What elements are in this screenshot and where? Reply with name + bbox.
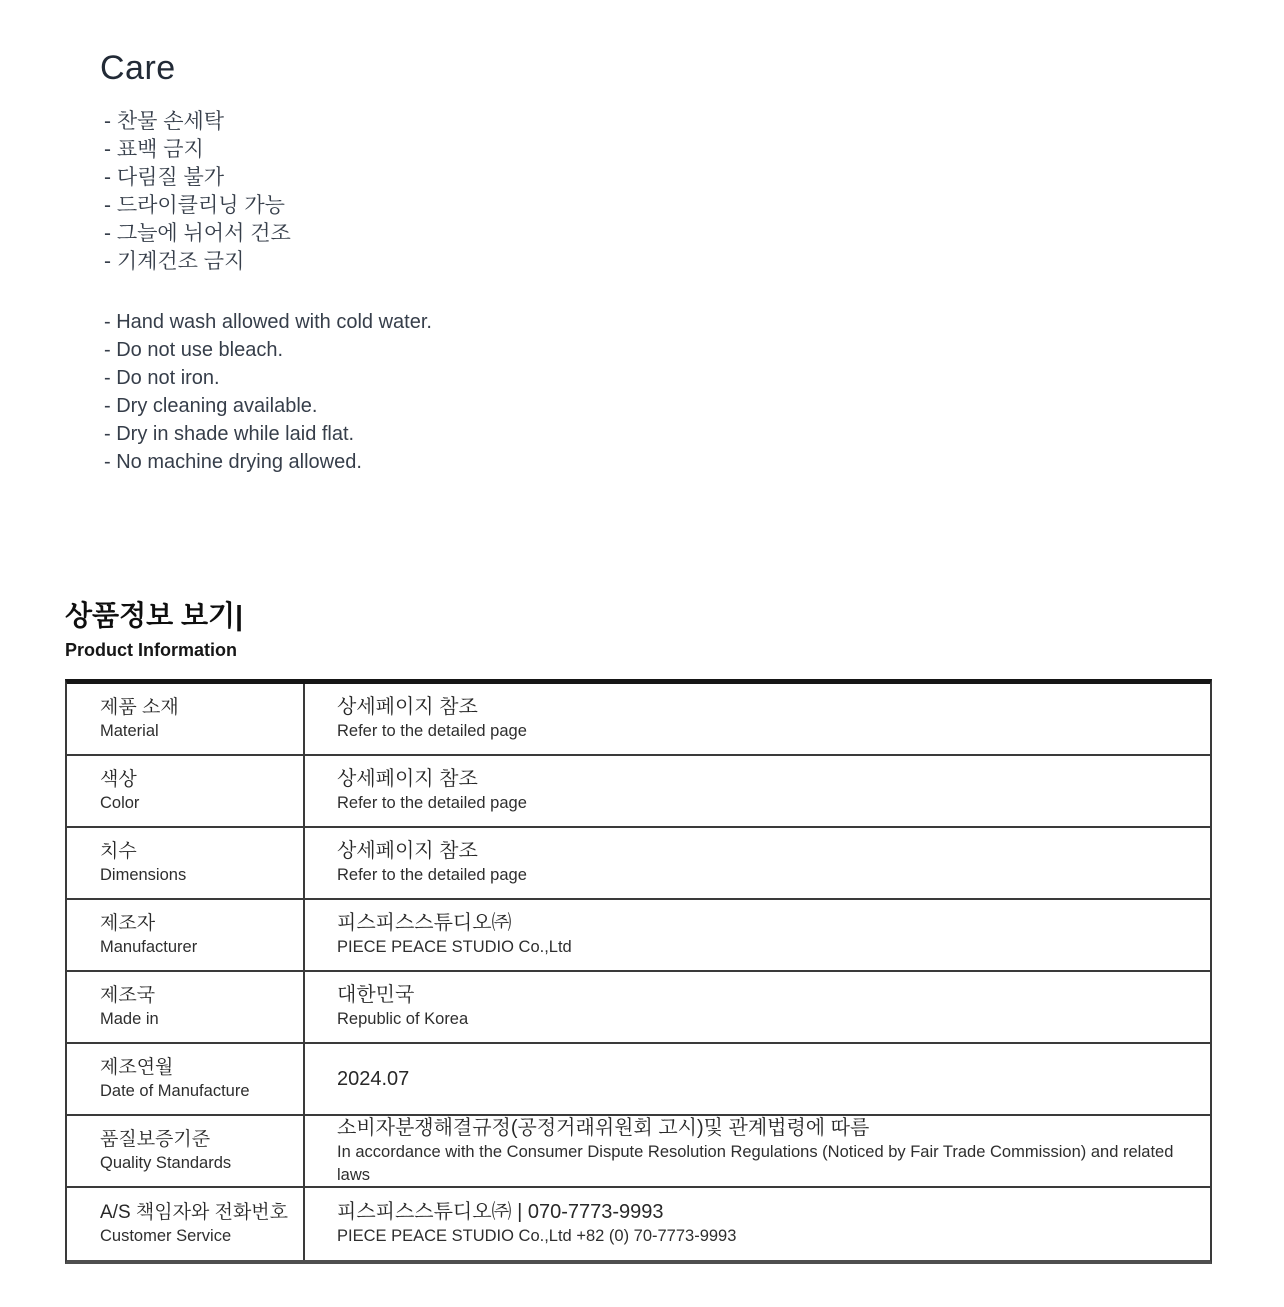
care-section xyxy=(0,0,1284,476)
row-value-english: Republic of Korea xyxy=(337,1010,469,1028)
product-info-title-korean: 상품정보 보기| xyxy=(65,600,243,631)
care-heading: Care xyxy=(100,49,176,87)
row-value xyxy=(305,828,1210,898)
table-row-made-in xyxy=(67,972,1210,1044)
row-value-english: Refer to the detailed page xyxy=(337,794,527,812)
product-info-section xyxy=(0,598,1284,1264)
row-value-english: Refer to the detailed page xyxy=(337,866,527,884)
row-label-korean: 제조국 xyxy=(100,985,156,1006)
row-value xyxy=(305,684,1210,754)
care-item: - 그늘에 뉘어서 건조 xyxy=(104,222,291,245)
table-row-color xyxy=(67,756,1210,828)
care-item: - 표백 금지 xyxy=(104,138,204,161)
row-value xyxy=(305,1116,1210,1186)
care-item: - No machine drying allowed. xyxy=(104,451,362,473)
row-label xyxy=(67,972,305,1042)
row-label-korean: 제품 소재 xyxy=(100,697,179,718)
product-info-title-english: Product Information xyxy=(65,640,237,660)
row-value-korean: 피스피스스튜디오㈜ | 070-7773-9993 xyxy=(337,1201,664,1223)
row-label-english: Color xyxy=(100,794,140,812)
row-value xyxy=(305,1188,1210,1260)
table-row-material xyxy=(67,684,1210,756)
care-item: - Do not use bleach. xyxy=(104,339,283,361)
table-row-customer-service xyxy=(67,1188,1210,1260)
row-label-english: Date of Manufacture xyxy=(100,1082,250,1100)
row-value-english: In accordance with the Consumer Dispute Resolution Regulations (Noticed by Fair Trade Commission) and related laws xyxy=(337,1142,1174,1184)
care-item: - 다림질 불가 xyxy=(104,166,225,189)
product-info-table xyxy=(65,679,1212,1264)
row-label xyxy=(67,900,305,970)
care-item: - Hand wash allowed with cold water. xyxy=(104,311,432,333)
care-item: - Do not iron. xyxy=(104,367,220,389)
care-item: - Dry in shade while laid flat. xyxy=(104,423,355,445)
row-value-english: PIECE PEACE STUDIO Co.,Ltd +82 (0) 70-7773-9993 xyxy=(337,1227,737,1245)
row-value-korean: 대한민국 xyxy=(337,984,415,1006)
row-label-english: Dimensions xyxy=(100,866,187,884)
care-list-english xyxy=(104,308,1284,476)
row-label-korean: A/S 책임자와 전화번호 xyxy=(100,1202,289,1223)
row-value-korean: 2024.07 xyxy=(337,1067,410,1090)
row-label-korean: 제조자 xyxy=(100,913,156,934)
table-row-quality-standards xyxy=(67,1116,1210,1188)
row-label-english: Made in xyxy=(100,1010,159,1028)
row-label-korean: 품질보증기준 xyxy=(100,1129,211,1150)
row-label xyxy=(67,684,305,754)
care-item: - 기계건조 금지 xyxy=(104,250,245,273)
row-label-english: Material xyxy=(100,722,159,740)
row-value-korean: 상세페이지 참조 xyxy=(337,768,478,790)
row-value xyxy=(305,972,1210,1042)
table-row-manufacturer xyxy=(67,900,1210,972)
row-value xyxy=(305,1044,1210,1114)
row-value-korean: 소비자분쟁해결규정(공정거래위원회 고시)및 관계법령에 따름 xyxy=(337,1116,870,1139)
table-row-date-of-manufacture xyxy=(67,1044,1210,1116)
care-list-korean xyxy=(104,108,1284,276)
row-value-korean: 피스피스스튜디오㈜ xyxy=(337,912,512,934)
row-value xyxy=(305,756,1210,826)
row-label-english: Quality Standards xyxy=(100,1154,232,1172)
care-item: - Dry cleaning available. xyxy=(104,395,318,417)
row-label-korean: 제조연월 xyxy=(100,1057,174,1078)
row-label-korean: 치수 xyxy=(100,841,137,862)
table-row-dimensions xyxy=(67,828,1210,900)
row-label xyxy=(67,1188,305,1260)
row-label-korean: 색상 xyxy=(100,769,137,790)
row-label-english: Manufacturer xyxy=(100,938,198,956)
row-label-english: Customer Service xyxy=(100,1227,232,1245)
care-item: - 드라이클리닝 가능 xyxy=(104,194,285,217)
row-value xyxy=(305,900,1210,970)
row-value-korean: 상세페이지 참조 xyxy=(337,840,478,862)
row-value-korean: 상세페이지 참조 xyxy=(337,696,478,718)
row-label xyxy=(67,1044,305,1114)
row-label xyxy=(67,828,305,898)
care-item: - 찬물 손세탁 xyxy=(104,110,225,133)
row-label xyxy=(67,1116,305,1186)
row-value-english: PIECE PEACE STUDIO Co.,Ltd xyxy=(337,938,572,956)
row-value-english: Refer to the detailed page xyxy=(337,722,527,740)
row-label xyxy=(67,756,305,826)
